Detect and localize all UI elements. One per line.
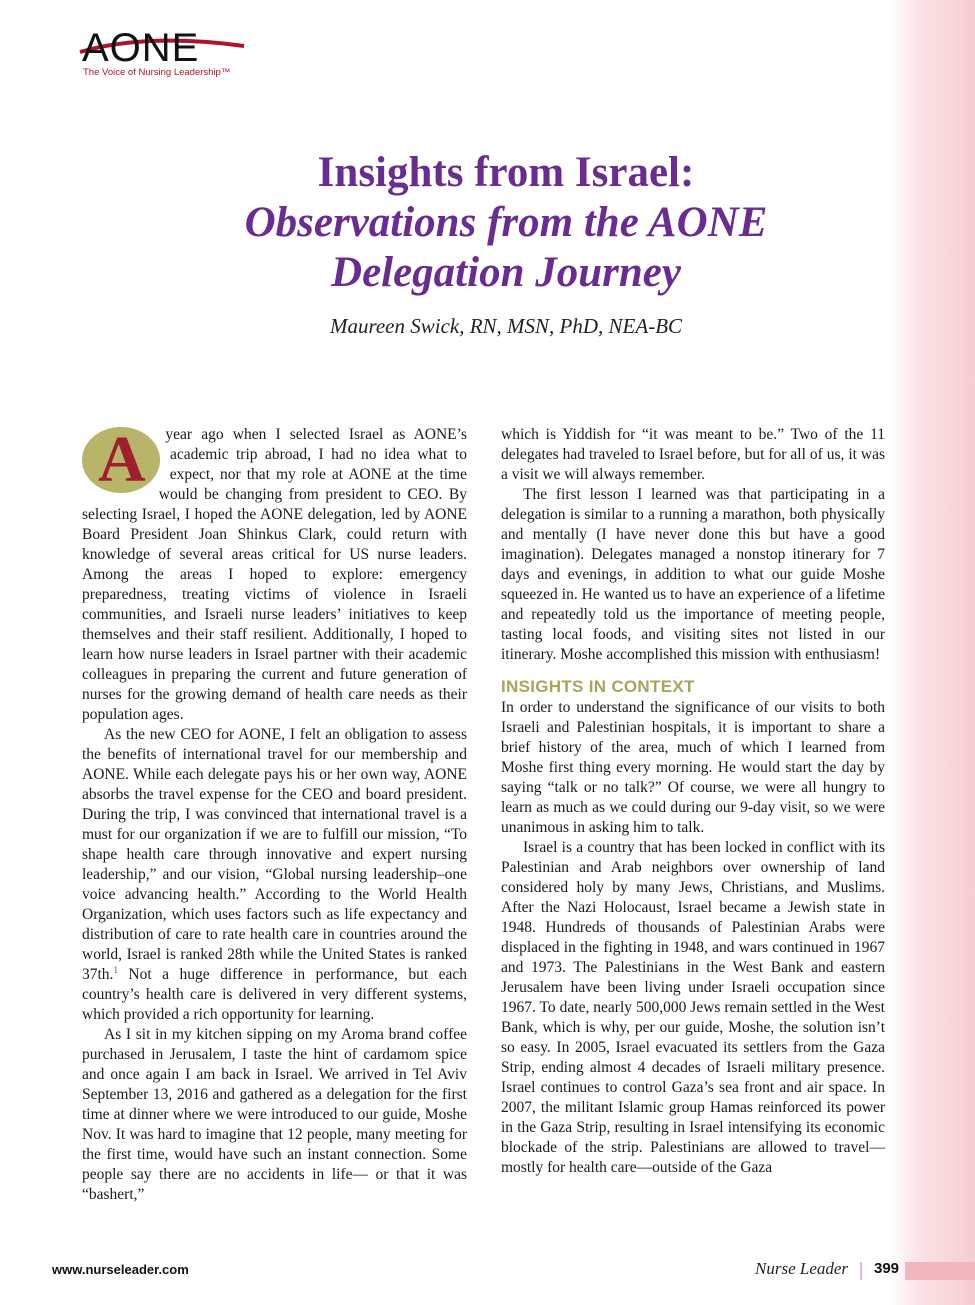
dropcap-letter: A	[98, 423, 146, 496]
paragraph: The first lesson I learned was that participating in a delegation is similar to a running a marathon, both physically and mentally (I have never done this but have a good imagination). Delegates managed a nonstop itinerary for 7 days and evenings, in addition to what our guide Moshe squeezed in. He wanted us to have an experience of a lifetime and repeatedly told us the importance of meeting people, tasting local foods, and visiting sites not listed in our itinerary. Moshe accomplished this mission with enthusiasm!	[501, 486, 885, 663]
section-heading: INSIGHTS IN CONTEXT	[501, 677, 695, 696]
paragraph-text: year ago when I selected Israel as AONE’s academic trip abroad, I had no idea what to expect, nor that my role at AONE at the time would be changing from president to CEO. By selecting Israel, I hoped the AONE delegation, led by AONE Board President Joan Shinkus Clark, could return with knowledge of several areas critical for US nurse leaders. Among the areas I hoped to explore: emergency preparedness, treating victims of violence in Israeli communities, and Israeli nurse leaders’ initiatives to keep themselves and their staff resilient. Additionally, I hoped to learn how nurse leaders in Israel partner with their academic colleagues in preparing the current and future generation of nurses for the growing demand of health care needs as their population ages.	[82, 426, 467, 723]
paragraph: Israel is a country that has been locked in conflict with its Palestinian and Arab neighbors over ownership of land considered holy by many Jews, Christians, and Muslims. After the Nazi Holocaust, Israel became a Jewish state in 1948. Hundreds of thousands of Palestinian Arabs were displaced in the fighting in 1948, and wars continued in 1967 and 1973. The Palestinians in the West Bank and eastern Jerusalem have been living under Israeli occupation since 1967. To date, nearly 500,000 Jews remain settled in the West Bank, which is why, per our guide, Moshe, the solution isn’t so easy. In 2005, Israel evacuated its settlers from the Gaza Strip, ending almost 4 decades of Israeli military presence. Israel continues to control Gaza’s sea front and air space. In 2007, the militant Islamic group Hamas reinforced its power in the Gaza Strip, resulting in Israel intensifying its economic blockade of the strip. Palestinians are allowed to travel—mostly for health care—outside of the Gaza	[501, 839, 885, 1176]
footer-page-number: 399	[874, 1260, 900, 1277]
logo-tagline: The Voice of Nursing Leadership™	[83, 67, 231, 78]
paragraph: As I sit in my kitchen sipping on my Aroma brand coffee purchased in Jerusalem, I taste the hint of cardamom spice and once again I am back in Israel. We arrived in Tel Aviv September 13, 2016 and gathered as a delegation for the first time at dinner where we were introduced to our guide, Moshe Nov. It was hard to imagine that 12 people, many meeting for the first time, would have such an instant connection. Some people say there are no accidents in life— or that it was “bashert,”	[82, 1026, 467, 1203]
paragraph: which is Yiddish for “it was meant to be.” Two of the 11 delegates had traveled to Israel before, but for all of us, it was a visit we will always remember.	[501, 426, 885, 483]
footer-url-link[interactable]: www.nurseleader.com	[52, 1262, 189, 1277]
author-byline: Maureen Swick, RN, MSN, PhD, NEA-BC	[329, 314, 683, 338]
title-subtitle-line-2: Delegation Journey	[331, 249, 681, 296]
logo-wordmark: AONE	[82, 26, 200, 70]
reference-marker[interactable]: 1	[113, 964, 118, 975]
right-column	[501, 425, 885, 1178]
footer-accent-bar	[905, 1262, 975, 1280]
paragraph: In order to understand the significance of our visits to both Israeli and Palestinian hospitals, it is important to share a brief history of the area, much of which I learned from Moshe first thing every morning. He would start the day by saying “talk or no talk?” Of course, we were all hungry to learn as much as we could during our 9-day visit, so we were unanimous in asking him to talk.	[501, 699, 885, 836]
title-main: Insights from Israel:	[317, 149, 695, 196]
paragraph-text: Not a huge difference in performance, but each country’s health care is delivered in very different systems, which provided a rich opportunity for learning.	[82, 966, 467, 1023]
paragraph-text: As the new CEO for AONE, I felt an obligation to assess the benefits of international travel for our membership and AONE. While each delegate pays his or her own way, AONE absorbs the travel expense for the CEO and board president. During the trip, I was convinced that international travel is a must for our organization if we are to fulfill our mission, “To shape health care through innovative and expert nursing leadership,” and our vision, “Global nursing leadership–one voice advancing health.” According to the World Health Organization, which uses factors such as life expectancy and distribution of care to rate health care in countries around the world, Israel is ranked 28th while the United States is ranked 37th.	[82, 726, 467, 983]
left-column	[82, 425, 467, 1205]
title-subtitle-line-1: Observations from the AONE	[244, 199, 768, 246]
paragraph	[82, 725, 467, 1025]
aone-logo	[82, 26, 242, 82]
footer-divider	[860, 1262, 862, 1280]
article-title	[150, 148, 862, 298]
footer-journal-name: Nurse Leader	[755, 1259, 849, 1278]
page-edge-strip	[890, 0, 975, 1305]
paragraph	[82, 425, 467, 725]
dropcap-circle	[82, 423, 160, 496]
